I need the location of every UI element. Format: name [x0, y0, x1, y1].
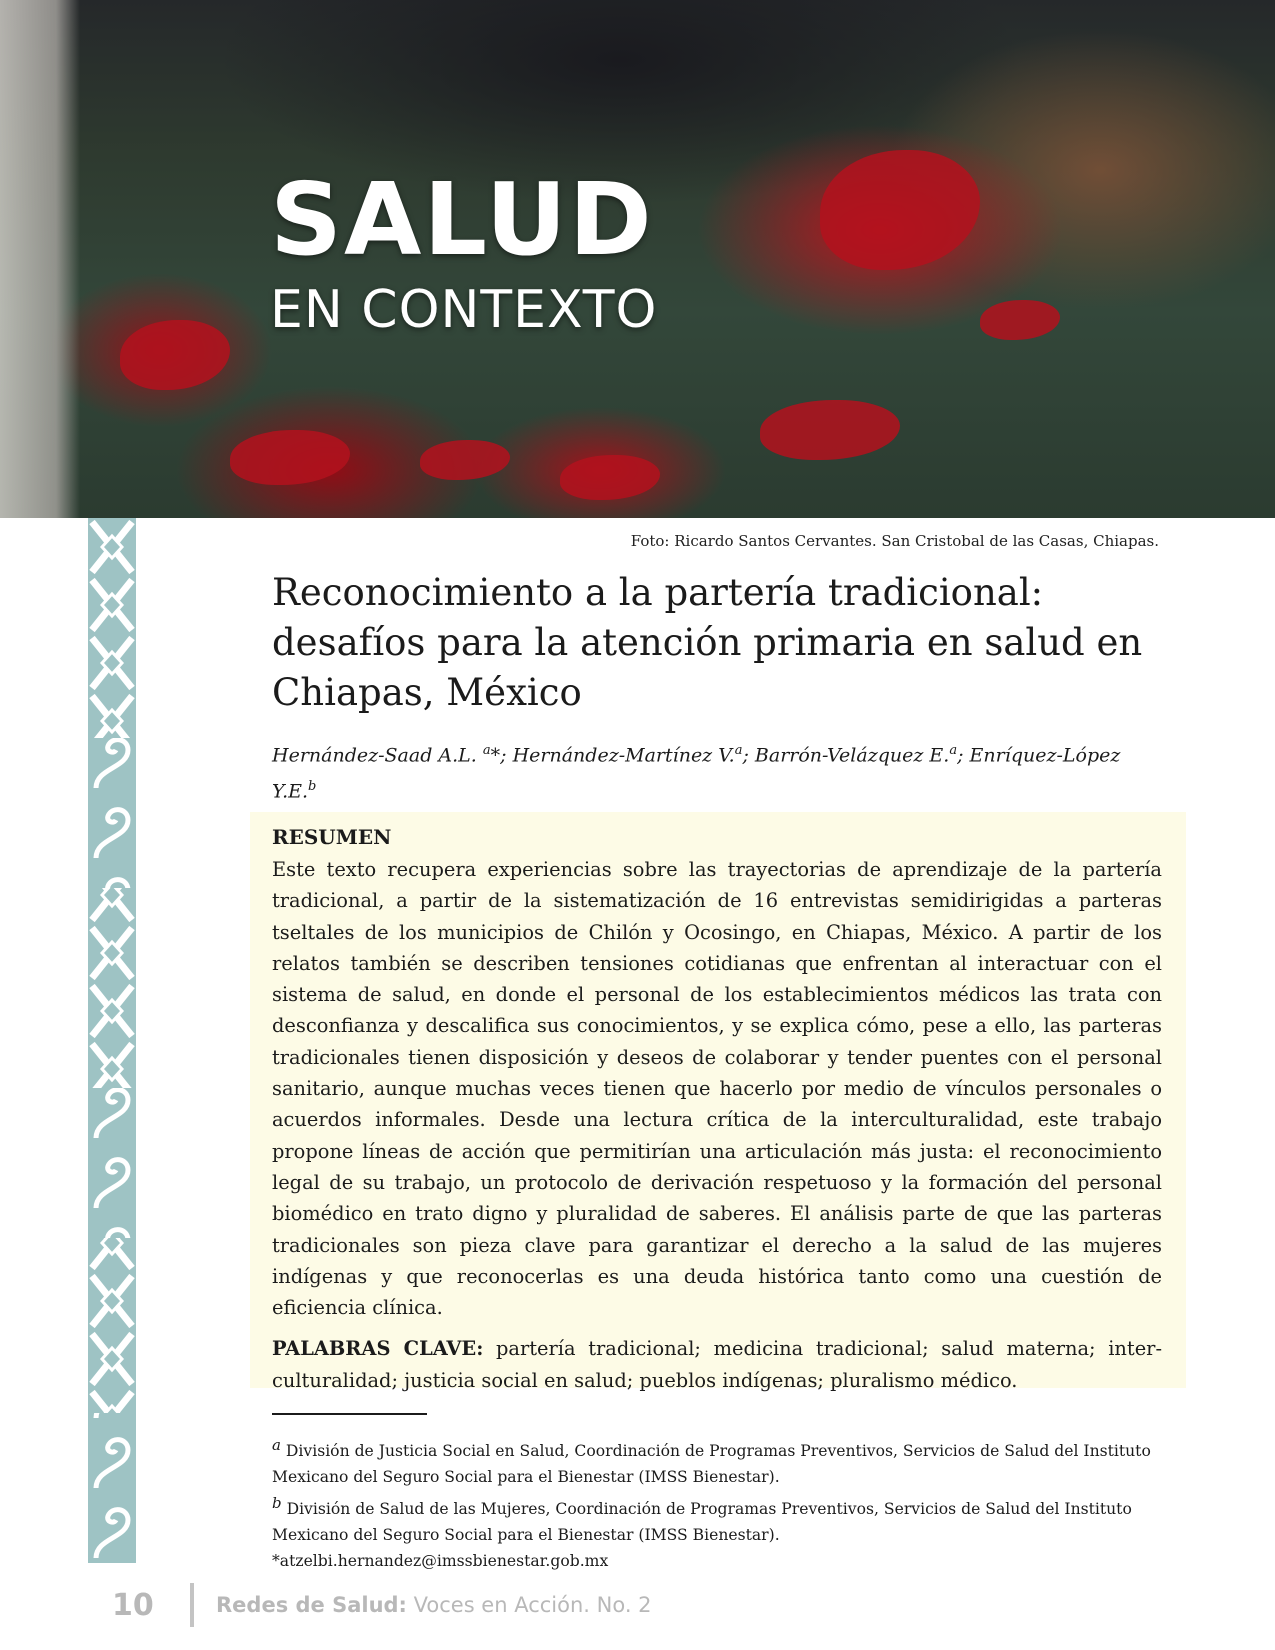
section-title-sub: EN CONTEXTO [270, 280, 658, 340]
footnote-mark: a [272, 1436, 281, 1454]
author-separator: ; [742, 744, 755, 767]
petal [560, 455, 660, 500]
petal [980, 300, 1060, 340]
hero-photo [0, 0, 1275, 518]
article-title-line: Reconocimiento a la partería tradicional: [272, 571, 1044, 614]
author-list [272, 735, 1152, 808]
author-affiliation-mark: a [949, 743, 958, 758]
abstract-box [250, 812, 1186, 1392]
photo-credit: Foto: Ricardo Santos Cervantes. San Cristobal de las Casas, Chiapas. [630, 532, 1159, 550]
section-title [270, 161, 658, 340]
petal [230, 430, 350, 485]
author-name: Barrón-Velázquez E. [754, 744, 950, 767]
footnote-mark: b [272, 1494, 282, 1513]
journal-name [216, 1593, 652, 1617]
article-title [272, 568, 1172, 718]
keywords-label: PALABRAS CLAVE: [272, 1337, 484, 1361]
abstract-heading: RESUMEN [272, 825, 392, 849]
keywords [272, 1333, 1162, 1396]
abstract-text: Este texto recupera experiencias sobre las trayectorias de aprendizaje de la partería tradicional, a partir de la sistematización de 16 entrevistas semidirigidas a parteras tseltales de los municipios de Chilón y Ocosingo, en Chiapas, México. A partir de los relatos también se describen tensiones cotidianas que enfrentan al interactuar con el sistema de salud, en donde el personal de los establecimientos médicos las trata con desconfianza y descalifica sus conocimientos, y se explica cómo, pese a ello, las parteras tradicionales tienen disposición y deseos de colaborar y tender puentes con el personal sanitario, aunque muchas veces tienen que hacerlo por medio de vínculos personales o acuerdos informales. Desde una lectura crítica de la interculturalidad, este trabajo propone líneas de acción que permitirían una articulación más justa: el reconocimiento legal de su trabajo, un protocolo de derivación respetuoso y la formación del personal biomédico en trato digno y pluralidad de saberes. El análisis parte de que las parteras tradicionales son pieza clave para garantizar el derecho a la salud de las mujeres indígenas y que reconocerlas es una deuda histórica tanto como una cuestión de eficiencia clínica. [272, 858, 1162, 1320]
author-separator: ; [957, 744, 970, 767]
page-footer [112, 1580, 652, 1630]
article-title-line: Chiapas, México [272, 671, 582, 714]
footer-divider [190, 1583, 194, 1627]
author-affiliation-mark: b [308, 779, 317, 795]
footnotes [272, 1432, 1172, 1574]
author-name: Hernández-Martínez V. [512, 744, 735, 767]
footnote-text: División de Justicia Social en Salud, Coordinación de Programas Preventivos, Servicios de Salud del Instituto Mexicano del Seguro Social para el Bienestar (IMSS Bienestar). [272, 1442, 1151, 1487]
author-name: Enríquez-López Y.E. [272, 744, 1121, 803]
article-title-line: desafíos para la atención primaria en salud en [272, 621, 1143, 664]
section-title-main: SALUD [270, 161, 654, 278]
author-affiliation-mark: a [734, 743, 743, 758]
journal-name-bold: Redes de Salud: [216, 1593, 407, 1617]
petal [820, 150, 980, 270]
keywords-list: partería tradicional; medicina tradicional; salud materna; inter-culturalidad; justicia social en salud; pueblos indígenas; pluralismo médico. [272, 1337, 1162, 1392]
footnote-rule [272, 1413, 427, 1415]
photo-blur-post [0, 0, 80, 518]
footnote-item [272, 1432, 1172, 1490]
decorative-band [88, 518, 136, 1563]
petal [420, 440, 510, 480]
journal-name-rest: Voces en Acción. No. 2 [406, 1593, 652, 1617]
author-affiliation-mark: a [482, 743, 491, 758]
contact-email[interactable]: *atzelbi.hernandez@imssbienestar.gob.mx [272, 1552, 609, 1571]
author-name: Hernández-Saad A.L. [272, 744, 477, 767]
petal [760, 400, 900, 460]
page-number: 10 [112, 1587, 154, 1623]
footnote-text: División de Salud de las Mujeres, Coordinación de Programas Preventivos, Servicios de Salud del Instituto Mexicano del Seguro Social para el Bienestar (IMSS Bienestar). [272, 1500, 1132, 1545]
footnote-item [272, 1490, 1172, 1548]
author-separator: *; [490, 744, 513, 767]
footnote-item [272, 1548, 1172, 1574]
petal [120, 320, 230, 390]
